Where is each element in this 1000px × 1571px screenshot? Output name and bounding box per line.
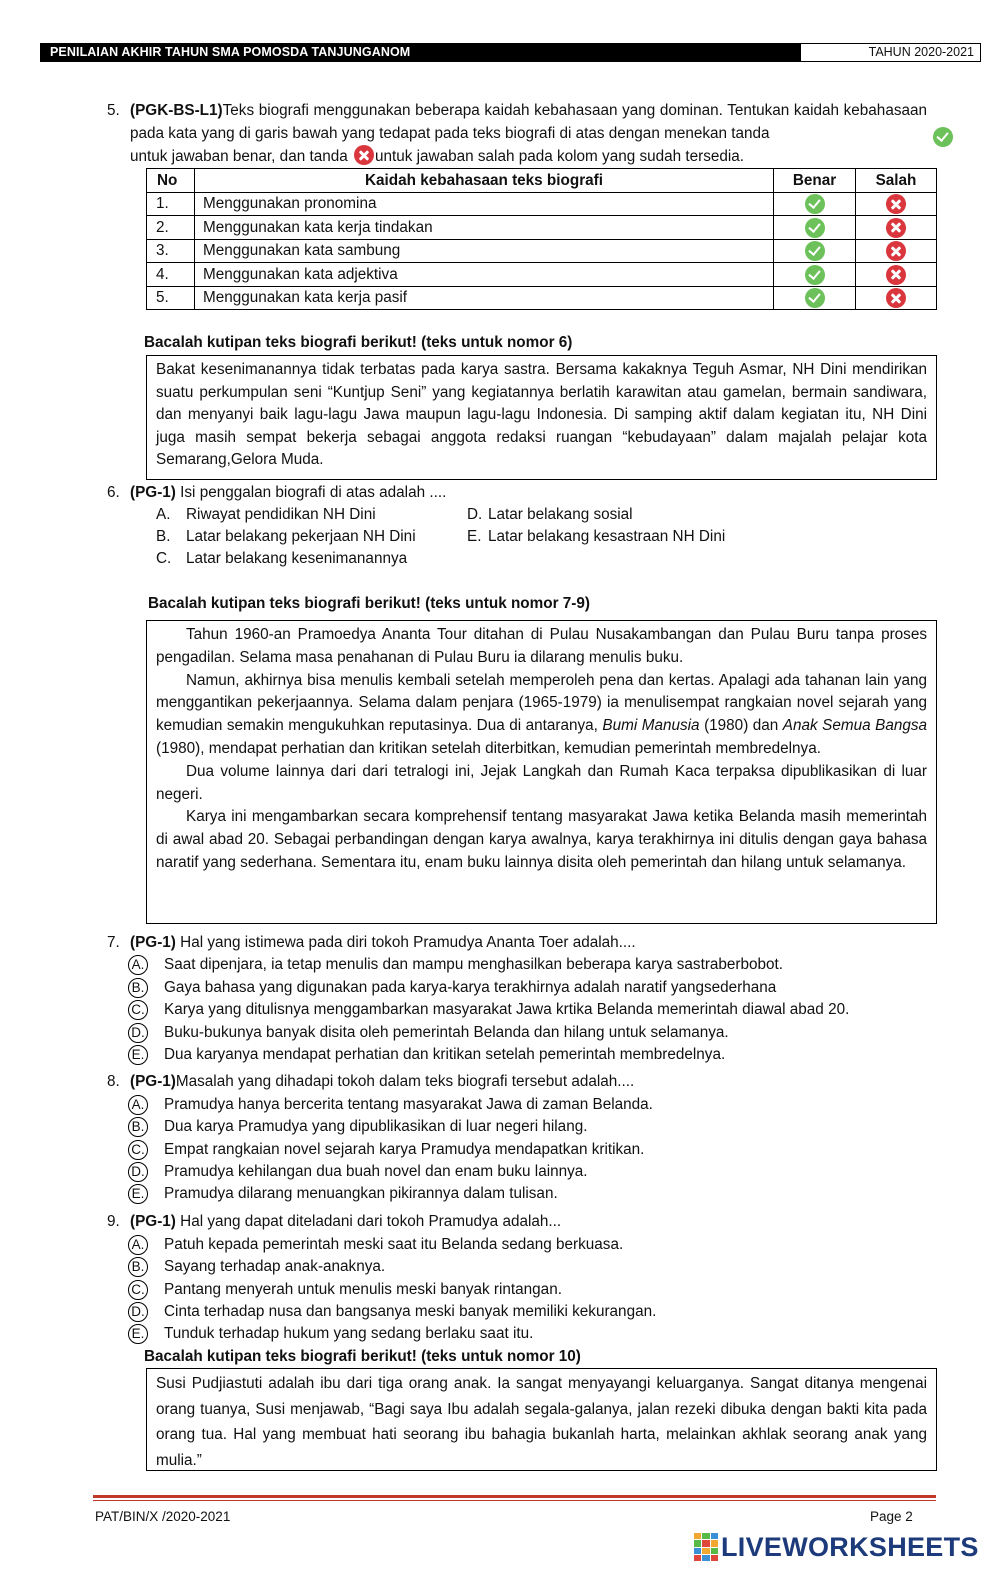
q5-instruction — [130, 146, 927, 169]
q8-option-b[interactable]: B. Dua karya Pramudya yang dipublikasikan di luar negeri hilang. — [128, 1116, 587, 1139]
row-no: 1. — [147, 192, 195, 216]
q8-option-d[interactable]: D. Pramudya kehilangan dua buah novel dan enam buku lainnya. — [128, 1161, 588, 1184]
q7-tag: (PG-1) — [130, 934, 176, 951]
footer-code: PAT/BIN/X /2020-2021 — [95, 1509, 231, 1524]
table-row — [147, 286, 937, 310]
q5-number: 5. — [107, 102, 120, 119]
q5-prompt — [130, 100, 927, 145]
section6-heading: Bacalah kutipan teks biografi berikut! (teks untuk nomor 6) — [144, 334, 573, 351]
q9-option-a[interactable]: A. Patuh kepada pemerintah meski saat itu Belanda sedang berkuasa. — [128, 1234, 623, 1257]
q8-prompt — [130, 1071, 927, 1094]
footer-rule-thin — [93, 1500, 936, 1501]
row-no: 4. — [147, 263, 195, 287]
row-label: Menggunakan kata sambung — [194, 239, 773, 263]
q9-tag: (PG-1) — [130, 1213, 176, 1230]
q9-option-b[interactable]: B. Sayang terhadap anak-anaknya. — [128, 1256, 385, 1279]
q8-option-c[interactable]: C. Empat rangkaian novel sejarah karya Pramudya mendapatkan kritikan. — [128, 1139, 644, 1162]
q6-option-a[interactable]: A. Riwayat pendidikan NH Dini — [156, 506, 376, 523]
q6-option-d[interactable]: D. Latar belakang sosial — [467, 506, 633, 523]
q9-option-c[interactable]: C. Pantang menyerah untuk menulis meski banyak rintangan. — [128, 1279, 562, 1302]
q9-text: Hal yang dapat diteladani dari tokoh Pramudya adalah... — [175, 1213, 562, 1230]
cross-icon — [354, 145, 374, 165]
q7-option-e[interactable]: E. Dua karyanya mendapat perhatian dan kritikan setelah pemerintah membredelnya. — [128, 1044, 725, 1067]
benar-check-icon[interactable] — [805, 194, 825, 214]
section10-passage — [146, 1368, 937, 1471]
salah-cross-icon[interactable] — [886, 265, 906, 285]
q7-number: 7. — [107, 934, 120, 951]
col-benar: Benar — [774, 169, 856, 193]
row-label: Menggunakan kata kerja tindakan — [194, 216, 773, 240]
section79-p4: Karya ini mengambarkan secara komprehensif tentang masyarakat Jawa ketika Belanda masih memerintah di awal abad 20. Sebagai perbandingan dengan karya awalnya, karya terakhirnya ini ditulis dengan gaya bahasa naratif yang sederhana. Sementara itu, enam buku lainnya disita oleh pemerintah dan hilang untuk selamanya. — [156, 808, 927, 871]
q9-number: 9. — [107, 1213, 120, 1230]
q5-line1: Teks biografi menggunakan beberapa kaidah kebahasaan yang dominan. Tentukan kaidah kebahasaan pada kata yang di garis bawah yang tedapat pada teks biografi di atas dengan menekan tanda — [130, 102, 927, 142]
row-no: 5. — [147, 286, 195, 310]
table-row — [147, 192, 937, 216]
q7-option-d[interactable]: D. Buku-bukunya banyak disita oleh pemerintah Belanda dan hilang untuk selamanya. — [128, 1022, 729, 1045]
section79-passage — [146, 620, 937, 924]
q9-option-e[interactable]: E. Tunduk terhadap hukum yang sedang berlaku saat itu. — [128, 1323, 533, 1346]
row-no: 3. — [147, 239, 195, 263]
benar-check-icon[interactable] — [805, 265, 825, 285]
benar-check-icon[interactable] — [805, 241, 825, 261]
check-icon — [933, 127, 953, 147]
section10-heading: Bacalah kutipan teks biografi berikut! (teks untuk nomor 10) — [144, 1348, 581, 1365]
q6-option-b[interactable]: B. Latar belakang pekerjaan NH Dini — [156, 528, 416, 545]
q8-tag: (PG-1) — [130, 1073, 176, 1090]
q8-option-a[interactable]: A. Pramudya hanya bercerita tentang masyarakat Jawa di zaman Belanda. — [128, 1094, 653, 1117]
salah-cross-icon[interactable] — [886, 218, 906, 238]
section6-passage — [146, 355, 937, 480]
kaidah-table — [146, 168, 937, 310]
q6-text: Isi penggalan biografi di atas adalah .... — [175, 484, 447, 501]
q8-number: 8. — [107, 1073, 120, 1090]
footer-rule — [93, 1495, 936, 1498]
section10-text: Susi Pudjiastuti adalah ibu dari tiga orang anak. Ia sangat menyayangi keluarganya. Sangat ditanya mengenai orang tuanya, Susi menjawab, “Bagi saya Ibu adalah segala-galanya, jalan rezeki dibuka dengan bakti kita pada orang tua. Hal yang membuat hati seorang ibu bahagia bukanlah harta, melainkan akhlak seorang anak yang mulia.” — [156, 1375, 927, 1469]
table-row — [147, 263, 937, 287]
q8-option-e[interactable]: E. Pramudya dilarang menuangkan pikirannya dalam tulisan. — [128, 1183, 558, 1206]
row-no: 2. — [147, 216, 195, 240]
row-label: Menggunakan kata adjektiva — [194, 263, 773, 287]
table-header-row — [147, 169, 937, 193]
header-title: PENILAIAN AKHIR TAHUN SMA POMOSDA TANJUNGANOM — [40, 43, 800, 62]
section6-text: Bakat kesenimanannya tidak terbatas pada karya sastra. Bersama kakaknya Teguh Asmar, NH Dini mendirikan suatu perkumpulan seni “Kuntjup Seni” yang kegiatannya berlatih karawitan atau gamelan, bermain sandiwara, dan menyanyi baik lagu-lagu Jawa maupun lagu-lagu Indonesia. Di samping aktif dalam kegiatan itu, NH Dini juga masih sempat bekerja sebagai anggota redaksi ruangan “kebudayaan” dalam majalah pelajar kota Semarang,Gelora Muda. — [156, 361, 927, 469]
q6-tag: (PG-1) — [130, 484, 176, 501]
q8-text: Masalah yang dihadapi tokoh dalam teks biografi tersebut adalah.... — [175, 1073, 635, 1090]
q7-option-b[interactable]: B. Gaya bahasa yang digunakan pada karya-karya terakhirnya adalah naratif yangsederhana — [128, 977, 776, 1000]
section79-p3: Dua volume lainnya dari dari tetralogi ini, Jejak Langkah dan Rumah Kaca terpaksa dipublikasikan di luar negeri. — [156, 762, 927, 803]
section79-p2: Namun, akhirnya bisa menulis kembali setelah memperoleh pena dan kertas. Apalagi ada tahanan lain yang menggantikan pekerjaannya. Selama dalam penjara (1965-1979) ia menulisempat rangkaian novel sejarah yang kemudian semakin mengukuhkan reputasinya. Dua di antaranya, Bumi Manusia (1980) dan Anak Semua Bangsa (1980), mendapat perhatian dan kritikan setelah diterbitkan, kemudian pemerintah membredelnya. — [156, 671, 927, 757]
q6-prompt — [130, 482, 927, 505]
q7-option-a[interactable]: A. Saat dipenjara, ia tetap menulis dan mampu menghasilkan beberapa karya sastraberbobot. — [128, 954, 783, 977]
q5-line2a: untuk jawaban benar, dan tanda — [130, 148, 348, 165]
col-no: No — [147, 169, 195, 193]
col-salah: Salah — [856, 169, 937, 193]
q6-option-c[interactable]: C. Latar belakang kesenimanannya — [156, 550, 408, 567]
q6-option-e[interactable]: E. Latar belakang kesastraan NH Dini — [467, 528, 726, 545]
section79-p1: Tahun 1960-an Pramoedya Ananta Tour ditahan di Pulau Nusakambangan dan Pulau Buru tanpa proses pengadilan. Selama masa penahanan di Pulau Buru ia dilarang menulis buku. — [156, 626, 927, 666]
q9-prompt — [130, 1211, 927, 1234]
salah-cross-icon[interactable] — [886, 288, 906, 308]
logo-grid-icon — [694, 1533, 718, 1561]
q9-option-d[interactable]: D. Cinta terhadap nusa dan bangsanya meski banyak memiliki kekurangan. — [128, 1301, 656, 1324]
salah-cross-icon[interactable] — [886, 194, 906, 214]
q5-line2b: untuk jawaban salah pada kolom yang sudah tersedia. — [374, 148, 745, 165]
col-kaidah: Kaidah kebahasaan teks biografi — [194, 169, 773, 193]
benar-check-icon[interactable] — [805, 218, 825, 238]
header-year: TAHUN 2020-2021 — [800, 43, 981, 62]
salah-cross-icon[interactable] — [886, 241, 906, 261]
q5-tag: (PGK-BS-L1) — [130, 102, 223, 119]
row-label: Menggunakan kata kerja pasif — [194, 286, 773, 310]
footer-page: Page 2 — [870, 1509, 913, 1524]
benar-check-icon[interactable] — [805, 288, 825, 308]
brand-name: LIVEWORKSHEETS — [721, 1531, 979, 1562]
row-label: Menggunakan pronomina — [194, 192, 773, 216]
liveworksheets-logo — [694, 1531, 979, 1563]
q6-number: 6. — [107, 484, 120, 501]
q7-text: Hal yang istimewa pada diri tokoh Pramudya Ananta Toer adalah.... — [175, 934, 636, 951]
section79-heading: Bacalah kutipan teks biografi berikut! (teks untuk nomor 7-9) — [148, 595, 590, 612]
q7-prompt — [130, 932, 927, 955]
q7-option-c[interactable]: C. Karya yang ditulisnya menggambarkan masyarakat Jawa krtika Belanda memerintah diawal abad 20. — [128, 999, 849, 1022]
table-row — [147, 239, 937, 263]
table-row — [147, 216, 937, 240]
